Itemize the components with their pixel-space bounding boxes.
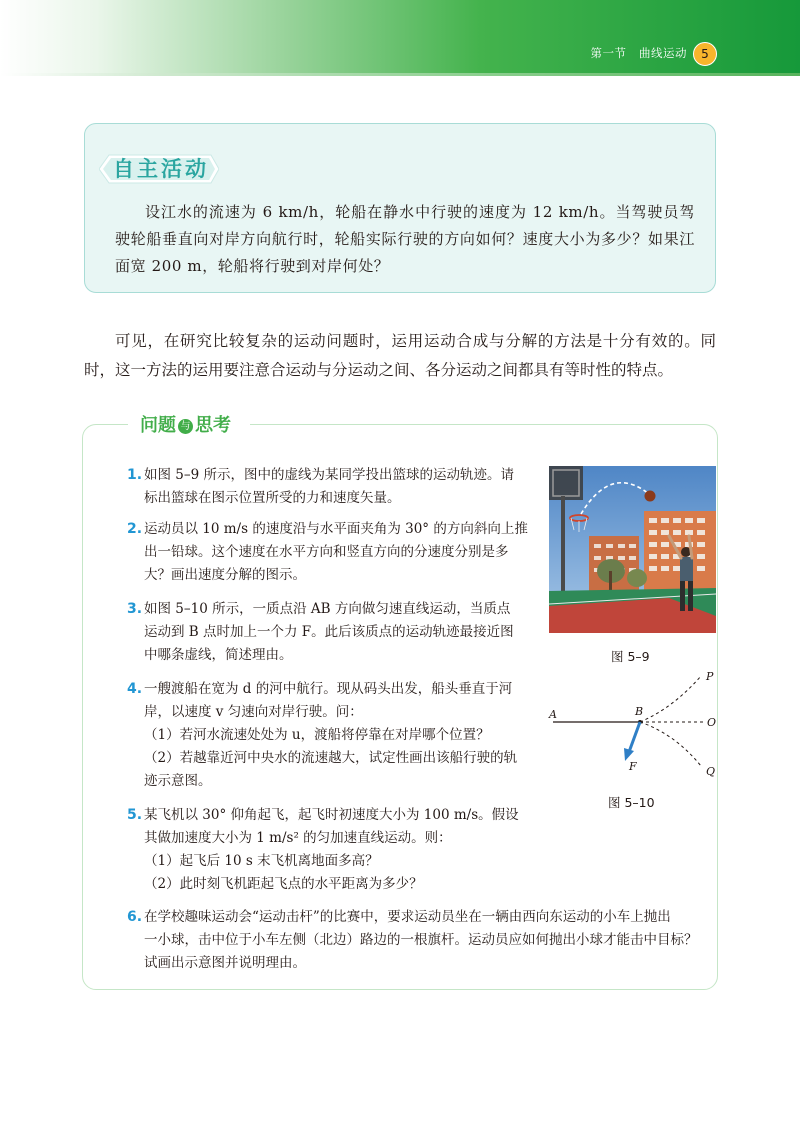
question-line: 大？画出速度分解的图示。 [144,567,306,583]
question-line: 运动员以 10 m/s 的速度沿与水平面夹角为 30° 的方向斜向上推 [144,521,528,537]
question-line: 如图 5–9 所示，图中的虚线为某同学投出篮球的运动轨迹。请 [144,467,515,483]
questions-title-connector: 与 [178,419,193,434]
label-a: A [549,708,557,721]
question-line: 一艘渡船在宽为 d 的河中航行。现从码头出发，船头垂直于河 [144,681,513,697]
figure-5-10-diagram [543,668,723,788]
force-f-arrow-shaft [629,722,640,752]
question-number: 4. [127,681,143,697]
header-band [0,0,800,73]
path-to-q [640,722,701,766]
question-line: 如图 5–10 所示，一质点沿 AB 方向做匀速直线运动，当质点 [144,601,511,617]
question-line: 迹示意图。 [144,773,212,789]
question-line: 某飞机以 30° 仰角起飞，起飞时初速度大小为 100 m/s。假设 [144,807,519,823]
section-label: 第一节 [590,46,627,60]
question-number: 3. [127,601,143,617]
basketball-scene-illustration [549,466,716,633]
chapter-label: 曲线运动 [639,46,687,60]
running-header [591,44,687,62]
body-paragraph: 可见，在研究比较复杂的运动问题时，运用运动合成与分解的方法是十分有效的。同时，这一方法的运用要注意合运动与分运动之间、各分运动之间都具有等时性的特点。 [84,332,716,379]
path-to-p [640,676,701,722]
question-line: 岸，以速度 v 匀速向对岸行驶。问： [144,704,363,720]
questions-title-part2: 思考 [195,415,231,436]
figure-5-10-caption: 图 5–10 [608,795,655,810]
activity-title-badge [99,152,219,186]
activity-title: 自主活动 [113,157,209,181]
figure-5-9-photo [549,466,716,633]
question-line: 试画出示意图并说明理由。 [144,955,306,971]
question-line: （2）若越靠近河中央水的流速越大，试定性画出该船行驶的轨 [144,750,518,766]
questions-title-part1: 问题 [140,415,176,436]
question-number: 2. [127,521,143,537]
question-line: （1）若河水流速处处为 u，渡船将停靠在对岸哪个位置？ [144,727,490,743]
activity-box [84,123,716,293]
label-p: P [706,670,714,683]
question-line: 一小球，击中位于小车左侧（北边）路边的一根旗杆。运动员应如何抛出小球才能击中目标？ [144,932,698,948]
label-o: O [707,716,717,729]
question-number: 5. [127,807,143,823]
question-line: 在学校趣味运动会“运动击杆”的比赛中，要求运动员坐在一辆由西向东运动的小车上抛出 [144,909,671,925]
question-line: （2）此时刻飞机距起飞点的水平距离为多少？ [144,876,423,892]
label-q: Q [706,765,716,778]
label-f: F [629,760,637,773]
question-number: 6. [127,909,143,925]
figure-5-9-caption: 图 5–9 [611,649,650,664]
question-line: 中哪条虚线，简述理由。 [144,647,293,663]
activity-text: 设江水的流速为 6 km/h，轮船在静水中行驶的速度为 12 km/h。当驾驶员驾驶轮船垂直向对岸方向航行时，轮船实际行驶的方向如何？速度大小为多少？如果江面宽 200 m，轮船将行驶到对岸何处？ [115,203,695,275]
question-line: 标出篮球在图示位置所受的力和速度矢量。 [144,490,401,506]
questions-title [140,412,231,440]
question-line: 运动到 B 点时加上一个力 F。此后该质点的运动轨迹最接近图 [144,624,514,640]
question-line: （1）起飞后 10 s 末飞机离地面多高？ [144,853,379,869]
question-line: 出一铅球。这个速度在水平方向和竖直方向的分速度分别是多 [144,544,509,560]
header-divider [0,73,800,76]
question-line: 其做加速度大小为 1 m/s² 的匀加速直线运动。则： [144,830,452,846]
page-number-badge: 5 [693,42,717,66]
label-b: B [635,705,644,718]
question-number: 1. [127,467,143,483]
